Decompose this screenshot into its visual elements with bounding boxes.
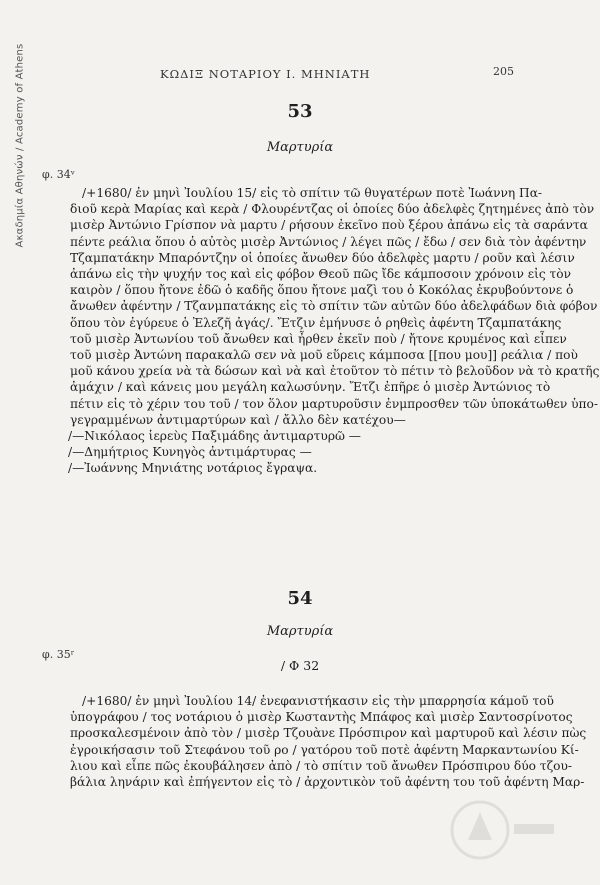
doc-54-body xyxy=(70,693,587,790)
text-line: Τζαμπατάκην Μπαρόντζην οἱ ὁποίες ἄνωθεν δύο ἀδελφὲς μαρτυ / ροῦν καὶ λέσιν xyxy=(70,250,575,265)
text-line: ὅπου τὸν ἐγύρευε ὁ Ἐλεζῆ ἀγάς/. Ἔτζιν ἐμήνυσε ὁ ρηθεὶς ἀφέντη Τζαμπατάκης xyxy=(70,315,562,330)
doc-54-title: Μαρτυρία xyxy=(266,624,334,639)
text-line: τοῦ μισὲρ Ἀντωνίου τοῦ ἄνωθεν καὶ ἦρθεν ἐκεῖν ποὺ / ἤτονε κρυμένος καὶ εἶπεν xyxy=(70,331,567,346)
running-head: ΚΩΔΙΞ ΝΟΤΑΡΙΟΥ Ι. ΜΗΝΙΑΤΗ xyxy=(160,67,371,81)
text-line: ἐγροικήσασιν τοῦ Στεφάνου τοῦ ρο / γατόρου τοῦ ποτὲ ἀφέντη Μαρκαντωνίου Κί- xyxy=(70,742,579,757)
text-line: /+1680/ ἐν μηνὶ Ἰουλίου 15/ εἰς τὸ σπίτιν τῶ θυγατέρων ποτὲ Ἰωάννη Πα- xyxy=(82,186,543,200)
text-line: πέτιν εἰς τὸ χέριν του τοῦ / τον ὅλον μαρτυροῦσιν ἐνμπροσθεν τῶν ὑποκάτωθεν ὑπο- xyxy=(70,396,599,411)
watermark-emblem-icon xyxy=(440,790,560,870)
text-line: γεγραμμένων ἀντιμαρτύρων καὶ / ἄλλο δὲν κατέχου— xyxy=(70,412,406,427)
text-line: /+1680/ ἐν μηνὶ Ἰουλίου 14/ ἐνεφανιστήκασιν εἰς τὴν μπαρρησία κάμοῦ τοῦ xyxy=(82,694,554,708)
witness-signature-line: /—Νικόλαος ἱερεὺς Παξιμάδης ἀντιμαρτυρῶ — xyxy=(68,429,361,444)
text-line: μισὲρ Ἀντώνιο Γρίσπον νὰ μαρτυ / ρήσουν ἐκεῖνο ποὺ ξέρου ἀπάνω εἰς τὰ σαράντα xyxy=(70,218,588,233)
page-number: 205 xyxy=(493,65,514,78)
text-line: πέντε ρεάλια ὅπου ὁ αὐτὸς μισὲρ Ἀντώνιος / λέγει πῶς / ἔδω / σεν διὰ τὸν ἀφέντην xyxy=(70,234,587,249)
text-line: λιου καὶ εἶπε πῶς ἐκουβάλησεν ἀπὸ / τὸ σπίτιν τοῦ ἄνωθεν Πρόσπιρου δύο τζου- xyxy=(70,758,573,773)
doc-53-title: Μαρτυρία xyxy=(266,140,334,155)
doc-53-body xyxy=(68,185,600,477)
witness-signature-line: /—Δημήτριος Κυνηγὸς ἀντιμάρτυρας — xyxy=(68,445,312,460)
notary-signature-line: /—Ἰωάννης Μηνιάτης νοτάριος ἔγραψα. xyxy=(68,461,318,476)
institution-stamp: Ακαδημία Αθηνών / Academy of Athens xyxy=(14,43,26,248)
text-line: μοῦ κάνου χρεία νὰ τὰ δώσων καὶ νὰ καὶ ἐτοῦτον τὸ πέτιν τὸ βελοῦδον νὰ τὸ κρατῆς xyxy=(70,364,600,379)
text-line: διοῦ κερὰ Μαρίας καὶ κερὰ / Φλουρέντζας οἱ ὁποίες δύο ἀδελφὲς ζητημένες ἀπὸ τὸν xyxy=(70,202,595,217)
doc-54-subhead: / Φ 32 xyxy=(280,658,320,673)
text-line: ἀπάνω εἰς τὴν ψυχήν τος καὶ εἰς φόβον Θεοῦ πῶς ἴδε κάμποσοιν χρόνοιν εἰς τὸν xyxy=(70,267,572,282)
text-line: καιρὸν / ὅπου ἤτονε ἐδῶ ὁ καδῆς ὅπου ἤτονε μαζὶ του ὁ Κοκόλας ἐκρυβούντονε ὁ xyxy=(70,283,574,298)
text-line: ἀμάχιν / καὶ κάνεις μου μεγάλη καλωσύνην. Ἔτζι ἐπῆρε ὁ μισὲρ Ἀντώνιος τὸ xyxy=(70,380,551,395)
text-line: προσκαλεσμένοιν ἀπὸ τὸν / μισὲρ Τζουὰνε Πρόσπιρον καὶ μαρτυροῦ καὶ λέσιν πὼς xyxy=(70,726,587,741)
doc-54-folio: φ. 35ʳ xyxy=(42,648,75,661)
text-line: ὑπογράφου / τος νοτάριου ὁ μισὲρ Κωσταντὴς Μπάφος καὶ μισὲρ Σαντοσρίνοτος xyxy=(70,710,573,725)
text-line: τοῦ μισὲρ Ἀντώνη παρακαλῶ σεν νὰ μοῦ εὕρεις κάμποσα [[που μου]] ρεάλια / ποὺ xyxy=(70,348,578,363)
doc-53-number: 53 xyxy=(287,101,313,122)
doc-54-number: 54 xyxy=(287,588,313,609)
text-line: ἄνωθεν ἀφέντην / Τζανμπατάκης εἰς τὸ σπίτιν τῶν αὐτῶν δύο ἀδελφάδων διὰ φόβον xyxy=(70,299,598,314)
text-line: βάλια ληνάριν καὶ ἐπήγεντον εἰς τὸ / ἀρχοντικὸν τοῦ ἀφέντη του τοῦ ἀφέντη Μαρ- xyxy=(70,775,585,790)
doc-53-folio: φ. 34ᵛ xyxy=(42,168,75,181)
